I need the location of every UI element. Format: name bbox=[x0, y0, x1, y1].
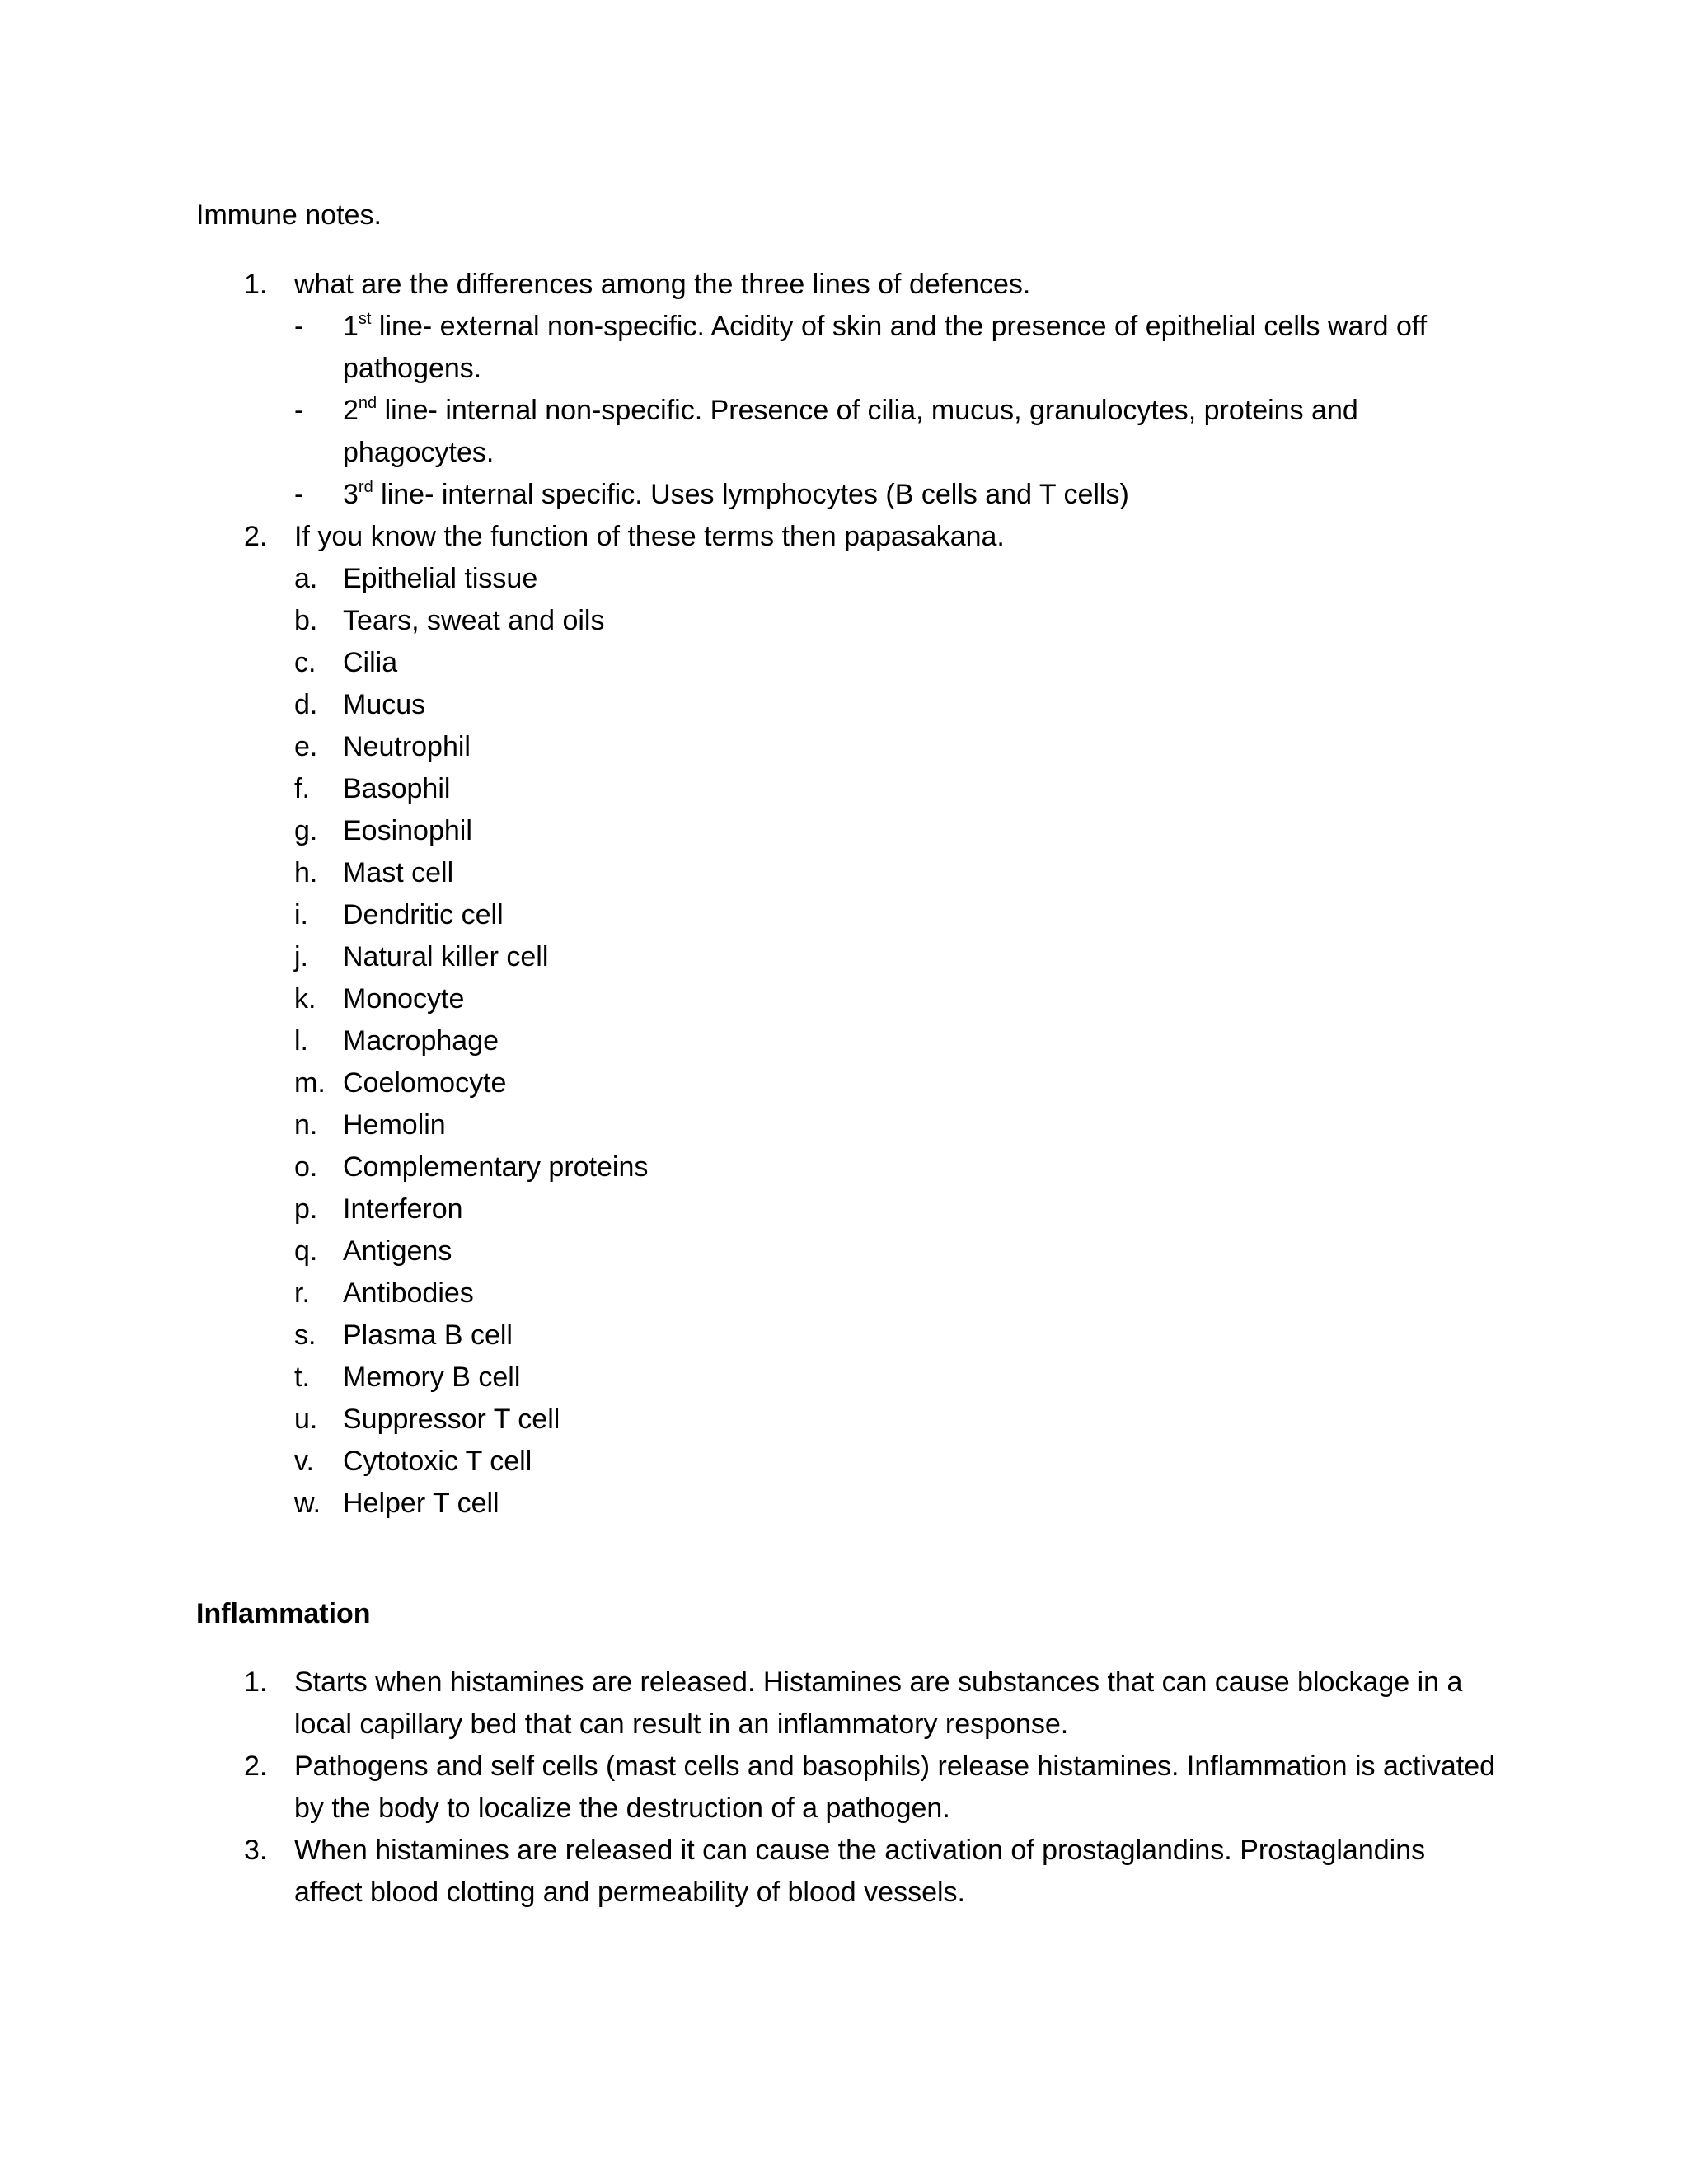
term-item: Antibodies bbox=[343, 1277, 474, 1309]
term-item: Monocyte bbox=[343, 983, 465, 1015]
term-letter: e. bbox=[294, 731, 318, 762]
point-continuation: by the body to localize the destruction of a pathogen. bbox=[294, 1793, 950, 1824]
term-letter: b. bbox=[294, 605, 318, 636]
term-letter: r. bbox=[294, 1277, 310, 1309]
term-item: Cytotoxic T cell bbox=[343, 1446, 532, 1477]
term-item: Coelomocyte bbox=[343, 1067, 507, 1099]
term-letter: n. bbox=[294, 1109, 318, 1141]
term-item: Memory B cell bbox=[343, 1361, 521, 1393]
term-item: Mast cell bbox=[343, 857, 454, 888]
bullet-line bbox=[343, 309, 1427, 344]
question-text: If you know the function of these terms then papasakana. bbox=[294, 521, 1005, 552]
term-item: Tears, sweat and oils bbox=[343, 605, 605, 636]
term-item: Basophil bbox=[343, 773, 451, 804]
term-letter: p. bbox=[294, 1193, 318, 1225]
question-text: what are the differences among the three lines of defences. bbox=[294, 269, 1031, 300]
term-letter: d. bbox=[294, 689, 318, 720]
term-item: Macrophage bbox=[343, 1025, 499, 1057]
bullet-dash: - bbox=[294, 479, 304, 510]
point-continuation: local capillary bed that can result in an inflammatory response. bbox=[294, 1708, 1069, 1740]
term-item: Eosinophil bbox=[343, 815, 472, 846]
bullet-text: line- external non-specific. Acidity of skin and the presence of epithelial cells ward off bbox=[371, 311, 1428, 342]
term-letter: f. bbox=[294, 773, 310, 804]
term-letter: w. bbox=[294, 1488, 321, 1519]
term-letter: g. bbox=[294, 815, 318, 846]
term-letter: t. bbox=[294, 1361, 310, 1393]
term-letter: o. bbox=[294, 1151, 318, 1183]
term-letter: u. bbox=[294, 1404, 318, 1435]
bullet-continuation: pathogens. bbox=[343, 353, 482, 384]
point-number: 3. bbox=[244, 1835, 268, 1866]
ordinal-number: 3 bbox=[343, 479, 359, 510]
term-item: Neutrophil bbox=[343, 731, 471, 762]
term-letter: m. bbox=[294, 1067, 326, 1099]
bullet-dash: - bbox=[294, 311, 304, 342]
point-text: Pathogens and self cells (mast cells and basophils) release histamines. Inflammation is activated bbox=[294, 1750, 1496, 1782]
term-item: Antigens bbox=[343, 1235, 452, 1267]
question-number: 1. bbox=[244, 269, 268, 300]
term-letter: k. bbox=[294, 983, 316, 1015]
ordinal-number: 1 bbox=[343, 311, 359, 342]
point-number: 2. bbox=[244, 1750, 268, 1782]
point-continuation: affect blood clotting and permeability of blood vessels. bbox=[294, 1877, 965, 1908]
term-letter: l. bbox=[294, 1025, 308, 1057]
term-item: Complementary proteins bbox=[343, 1151, 649, 1183]
term-item: Epithelial tissue bbox=[343, 563, 538, 594]
section-heading: Inflammation bbox=[196, 1598, 371, 1629]
term-item: Interferon bbox=[343, 1193, 463, 1225]
bullet-text: line- internal non-specific. Presence of cilia, mucus, granulocytes, proteins and bbox=[377, 395, 1358, 426]
point-number: 1. bbox=[244, 1666, 268, 1698]
point-text: Starts when histamines are released. Histamines are substances that can cause blockage in a bbox=[294, 1666, 1463, 1698]
term-item: Suppressor T cell bbox=[343, 1404, 560, 1435]
term-item: Helper T cell bbox=[343, 1488, 499, 1519]
bullet-line bbox=[343, 477, 1129, 512]
term-item: Mucus bbox=[343, 689, 426, 720]
term-letter: c. bbox=[294, 647, 316, 678]
term-letter: q. bbox=[294, 1235, 318, 1267]
question-number: 2. bbox=[244, 521, 268, 552]
term-item: Natural killer cell bbox=[343, 941, 549, 972]
term-letter: h. bbox=[294, 857, 318, 888]
term-item: Hemolin bbox=[343, 1109, 446, 1141]
bullet-continuation: phagocytes. bbox=[343, 437, 495, 468]
term-item: Plasma B cell bbox=[343, 1319, 513, 1351]
ordinal-suffix: st bbox=[358, 310, 372, 328]
term-item: Dendritic cell bbox=[343, 899, 504, 930]
term-letter: v. bbox=[294, 1446, 314, 1477]
ordinal-number: 2 bbox=[343, 395, 359, 426]
term-letter: j. bbox=[294, 941, 308, 972]
term-letter: i. bbox=[294, 899, 308, 930]
bullet-line bbox=[343, 393, 1358, 428]
ordinal-suffix: rd bbox=[358, 478, 373, 496]
ordinal-suffix: nd bbox=[358, 394, 377, 412]
term-letter: a. bbox=[294, 563, 318, 594]
term-item: Cilia bbox=[343, 647, 398, 678]
term-letter: s. bbox=[294, 1319, 316, 1351]
bullet-text: line- internal specific. Uses lymphocytes (B cells and T cells) bbox=[373, 479, 1129, 510]
bullet-dash: - bbox=[294, 395, 304, 426]
point-text: When histamines are released it can cause the activation of prostaglandins. Prostaglandins bbox=[294, 1835, 1426, 1866]
document-title: Immune notes. bbox=[196, 199, 382, 231]
